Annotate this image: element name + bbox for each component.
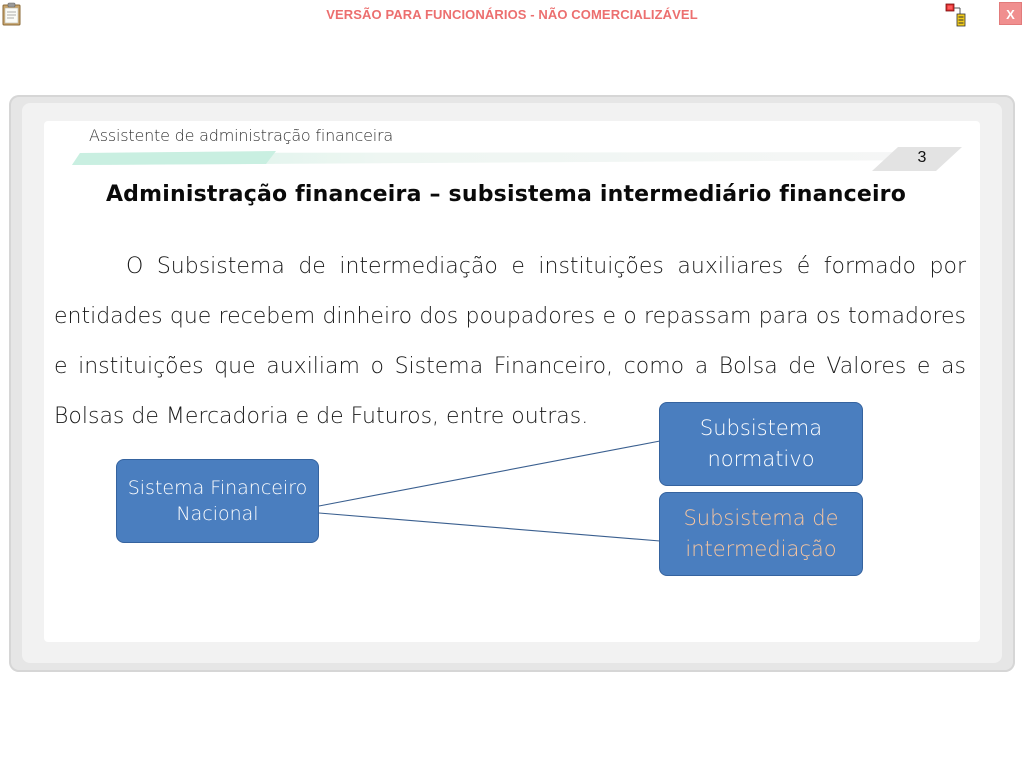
employee-version-banner: VERSÃO PARA FUNCIONÁRIOS - NÃO COMERCIALIZÁVEL [326,7,698,22]
top-bar [0,0,1024,30]
header-stripe [66,146,966,172]
page-number: 3 [917,149,927,166]
network-icon[interactable] [944,3,972,27]
close-button[interactable]: X [999,2,1022,25]
slide-header-title: Assistente de administração financeira [89,126,394,145]
slide-heading: Administração financeira – subsistema intermediário financeiro [105,182,907,207]
node-subsistema-normativo[interactable]: Subsistema normativo [659,402,863,486]
node-subsistema-intermediacao[interactable]: Subsistema de intermediação [659,492,863,576]
node-sistema-financeiro-nacional[interactable]: Sistema Financeiro Nacional [116,459,319,543]
body-paragraph: O Subsistema de intermediação e instituições auxiliares é formado por entidades que recebem dinheiro dos poupadores e o repassam para os tomadores e instituições que auxiliam o Sistema Financeiro, como a Bolsa de Valores e as Bolsas de Mercadoria e de Futuros, entre outras. [54,254,966,429]
